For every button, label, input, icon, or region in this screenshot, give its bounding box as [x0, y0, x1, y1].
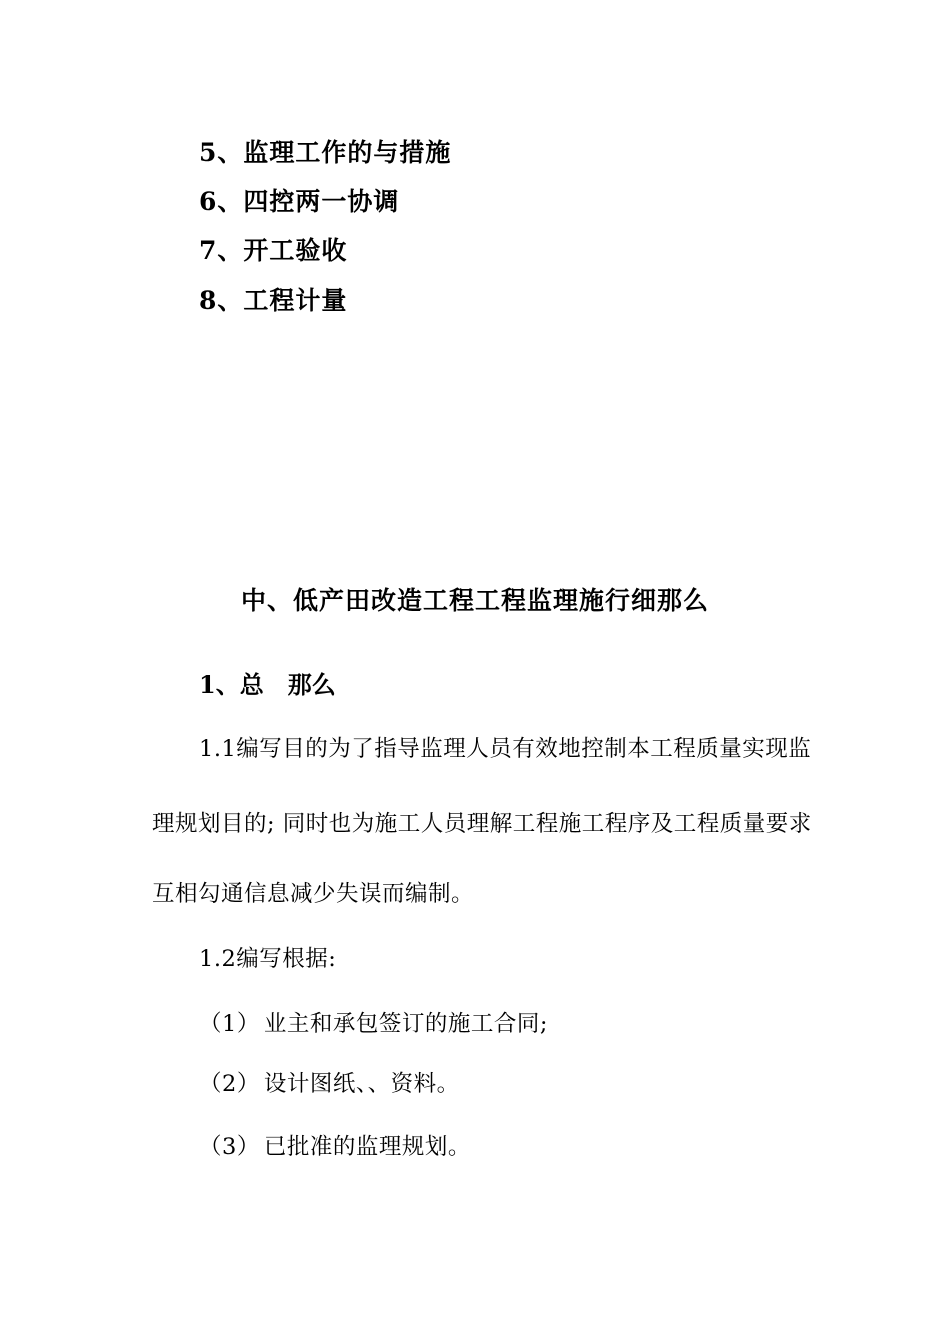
toc-text: 四控两一协调	[243, 187, 400, 216]
paragraph-line: 理规划目的; 同时也为施工人员理解工程施工程序及工程质量要求	[152, 811, 812, 837]
section-number: 1、	[199, 670, 240, 699]
list-item	[199, 1013, 548, 1036]
paragraph-line: 1.2编写根据:	[199, 946, 337, 972]
toc-text: 开工验收	[243, 236, 348, 265]
toc-number: 5、	[199, 138, 244, 167]
toc-number: 6、	[199, 187, 244, 216]
toc-text: 工程计量	[243, 286, 348, 315]
toc-text: 监理工作的与措施	[243, 138, 452, 167]
list-item-text: 设计图纸、、资料。	[263, 1071, 460, 1097]
list-item-text: 已批准的监理规划。	[263, 1134, 471, 1160]
toc-item-8	[199, 288, 347, 313]
section-heading	[199, 670, 336, 699]
list-item	[199, 1073, 460, 1096]
list-item-number: （2）	[199, 1071, 260, 1097]
list-item-number: （3）	[199, 1134, 260, 1160]
section-title-part-2: 那么	[287, 670, 336, 699]
list-item	[199, 1136, 471, 1159]
toc-item-6	[199, 189, 399, 214]
toc-item-5	[199, 140, 451, 165]
list-item-number: （1）	[199, 1011, 260, 1037]
toc-number: 8、	[199, 286, 244, 315]
toc-item-7	[199, 238, 347, 263]
list-item-text: 业主和承包签订的施工合同;	[263, 1011, 548, 1037]
paragraph-line: 互相勾通信息减少失误而编制。	[152, 881, 475, 907]
paragraph-line: 1.1编写目的为了指导监理人员有效地控制本工程质量实现监	[199, 736, 812, 762]
document-title: 中、低产田改造工程工程监理施行细那么	[240, 586, 709, 615]
section-title-part-1: 总	[239, 670, 264, 699]
toc-number: 7、	[199, 236, 244, 265]
